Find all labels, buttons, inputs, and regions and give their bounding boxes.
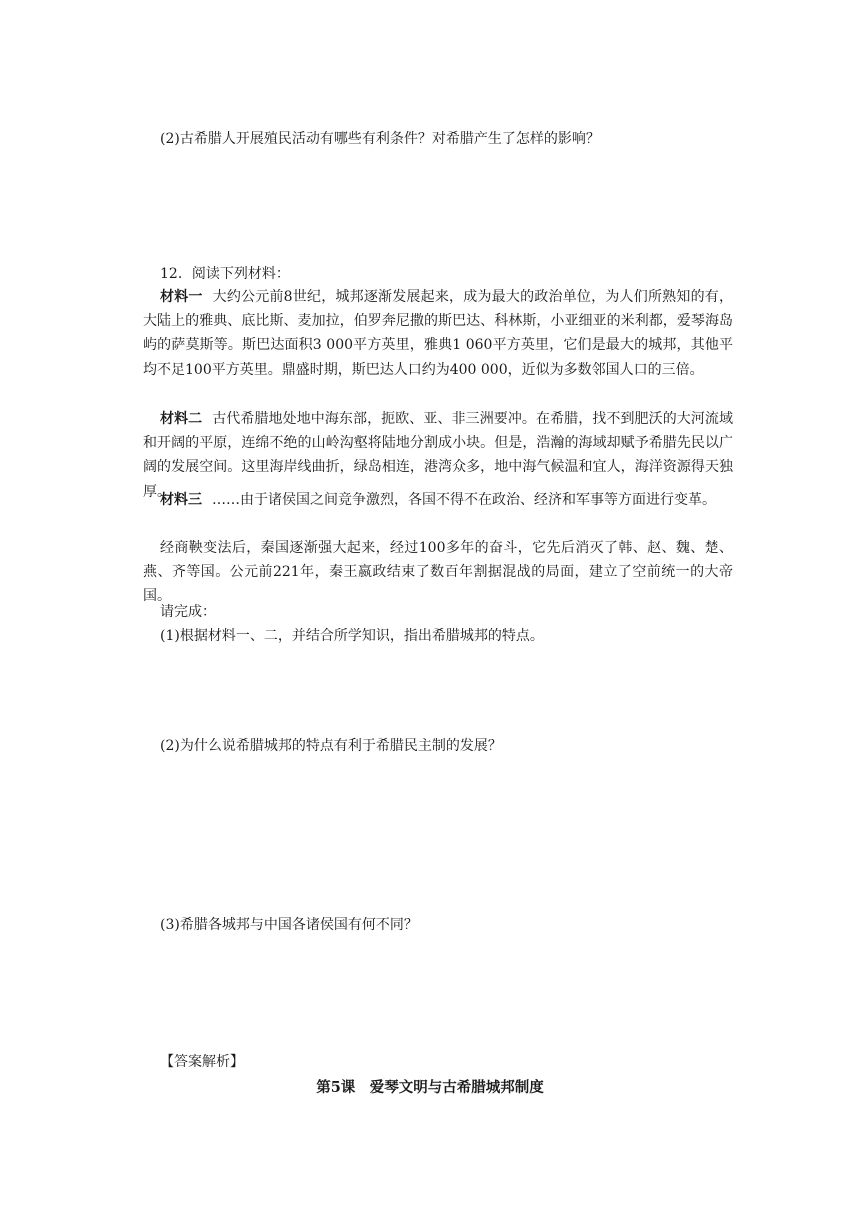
material-3-text-2: 经商鞅变法后，秦国逐渐强大起来，经过100多年的奋斗，它先后消灭了韩、赵、魏、楚、燕、齐等国。公元前221年，秦王嬴政结束了数百年割据混战的局面，建立了空前统一的大帝国。 (143, 540, 733, 605)
answer-heading: 【答案解析】 (160, 1054, 244, 1070)
q12-prompt: 请完成： (160, 604, 216, 620)
material-3-paragraph (143, 488, 733, 512)
material-3-paragraph-2 (143, 536, 733, 609)
q12-part1-question: (1)根据材料一、二，并结合所学知识，指出希腊城邦的特点。 (160, 628, 544, 644)
material-3-text: ……由于诸侯国之间竞争激烈，各国不得不在政治、经济和军事等方面进行变革。 (212, 492, 716, 508)
q11-part2-question: (2)古希腊人开展殖民活动有哪些有利条件？对希腊产生了怎样的影响？ (160, 131, 600, 147)
material-3-label: 材料三 (160, 492, 202, 508)
material-2-label: 材料二 (160, 411, 203, 427)
q12-part3-question: (3)希腊各城邦与中国各诸侯国有何不同？ (160, 917, 418, 933)
material-2-text: 古代希腊地处地中海东部，扼欧、亚、非三洲要冲。在希腊，找不到肥沃的大河流域和开阔的平原，连绵不绝的山岭沟壑将陆地分割成小块。但是，浩瀚的海域却赋予希腊先民以广阔的发展空间。这里海岸线曲折，绿岛相连，港湾众多，地中海气候温和宜人，海洋资源得天独厚。 (143, 411, 734, 500)
material-1-label: 材料一 (160, 289, 203, 305)
material-1-text: 大约公元前8世纪，城邦逐渐发展起来，成为最大的政治单位，为人们所熟知的有，大陆上的雅典、底比斯、麦加拉，伯罗奔尼撒的斯巴达、科林斯，小亚细亚的米利都，爱琴海岛屿的萨莫斯等。斯巴达面积3 000平方英里，雅典1 060平方英里，它们是最大的城邦，其他平均不足100平方英里。鼎盛时期，斯巴达人口约为400 000，近似为多数邻国人口的三倍。 (143, 289, 734, 378)
lesson-title: 第5课 爱琴文明与古希腊城邦制度 (316, 1079, 544, 1096)
q12-part2-question: (2)为什么说希腊城邦的特点有利于希腊民主制的发展？ (160, 738, 502, 754)
material-1-paragraph (143, 285, 733, 382)
q12-heading: 12．阅读下列材料： (160, 266, 290, 282)
